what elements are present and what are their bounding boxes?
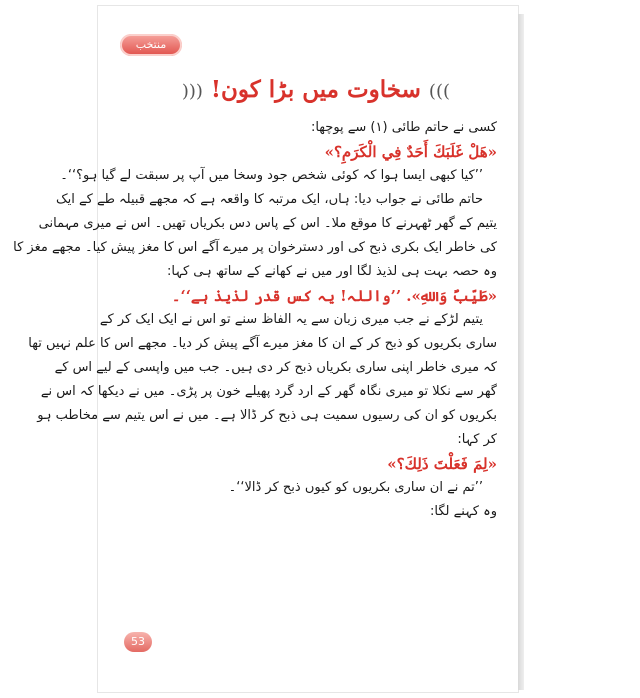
arabic-quote-line: «طَيِّبٌ وَاللهِ». ’’واللہ! یہ کس قدر لذیذ ہے‘‘۔ [171,287,497,305]
chapter-title [181,70,450,110]
arabic-quote-line: «هَلْ غَلَبَكَ أَحَدٌ فِي الْكَرَمِ؟» [324,143,497,161]
text-line: ’’تم نے ان ساری بکریوں کو کیوں ذبح کر ڈالا‘‘۔ [228,480,483,495]
text-line: گھر سے نکلا تو میری نگاہ گھر کے ارد گرد پھیلے خون پر پڑی۔ میں نے دیکھا کہ اس نے [40,384,497,399]
chapter-title-text: سخاوت میں بڑا کون! [210,76,421,103]
text-line: کر کہا: [457,432,497,447]
text-line: کسی نے حاتم طائی (۱) سے پوچھا: [310,120,497,135]
title-ornament-left: ((( [181,81,203,102]
page-number: 53 [124,632,152,652]
text-line: وہ حصہ بہت ہی لذیذ لگا اور میں نے کھانے کے ساتھ ہی کہا: [167,264,497,279]
page-edge [518,14,524,690]
text-line: کی خاطر ایک بکری ذبح کی اور دسترخوان پر میرے آگے اس کا مغز پیش کیا۔ مجھے مغز کا [13,240,497,255]
text-line: بکریوں کو ان کی رسیوں سمیت ہی ذبح کر ڈالا ہے۔ میں نے اس یتیم سے مخاطب ہو [37,408,497,423]
text-line: یتیم لڑکے نے جب میری زبان سے یہ الفاظ سنے تو اس نے ایک ایک کر کے [99,312,483,327]
text-line: یتیم کے گھر ٹھہرنے کا موقع ملا۔ اس کے پاس دس بکریاں تھیں۔ اس نے میری مہمانی [38,216,497,231]
text-line: ’’کیا کبھی ایسا ہوا کہ کوئی شخص جود وسخا میں آپ پر سبقت لے گیا ہو؟‘‘۔ [60,168,483,183]
section-tag: منتخب حروف [120,34,182,56]
text-line: حاتم طائی نے جواب دیا: ہاں، ایک مرتبہ کا واقعہ ہے کہ مجھے قبیلہ طے کے ایک [56,192,483,207]
arabic-quote-line: «لِمَ فَعَلْتَ ذَلِكَ؟» [387,455,497,473]
page-body-text [13,116,497,524]
text-line: وہ کہنے لگا: [430,504,497,519]
text-line: کہ میری خاطر اپنی ساری بکریاں ذبح کر دی ہیں۔ جب میں واپسی کے لیے اس کے [54,360,497,375]
text-line: ساری بکریوں کو ذبح کر کے ان کا مغز میرے آگے پیش کر دیا۔ مجھے اس کا علم نہیں تھا [28,336,497,351]
title-ornament-right: ))) [428,81,450,102]
